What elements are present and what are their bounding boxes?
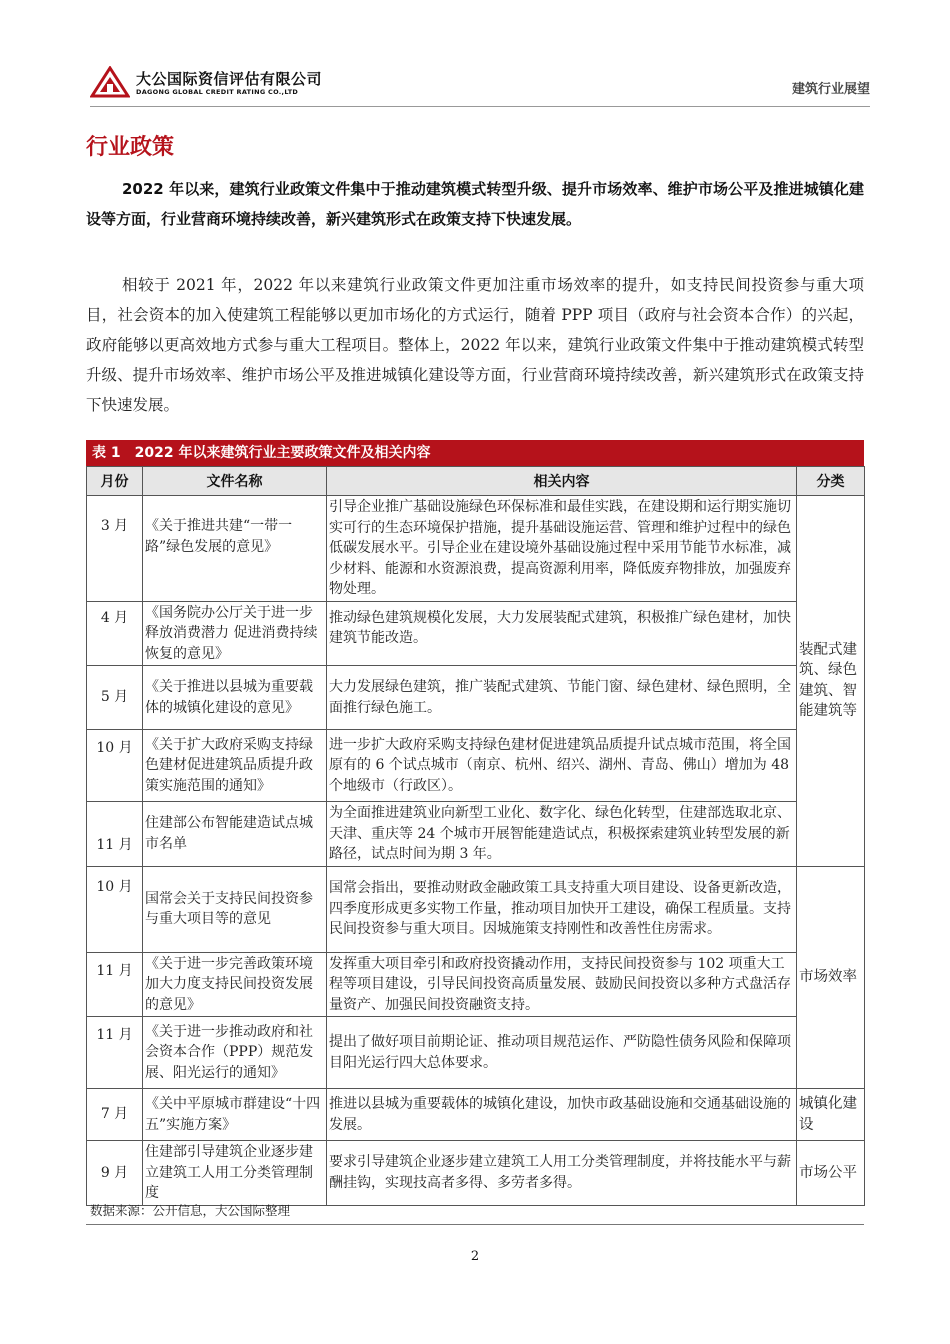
table-caption (86, 440, 864, 466)
row-month: 10 月 (87, 866, 143, 952)
row-month: 11 月 (87, 952, 143, 1017)
table-row (87, 1017, 865, 1089)
table-row (87, 1089, 865, 1141)
table-source: 数据来源：公开信息，大公国际整理 (90, 1203, 291, 1218)
row-month: 9 月 (87, 1141, 143, 1206)
row-content: 推动绿色建筑规模化发展，大力发展装配式建筑，积极推广绿色建材，加快建筑节能改造。 (327, 601, 797, 666)
row-name: 住建部公布智能建造试点城市名单 (143, 802, 327, 867)
row-month: 11 月 (87, 1017, 143, 1089)
page-header (90, 66, 870, 106)
section-tag: 建筑行业展望 (791, 82, 870, 97)
body-paragraph: 相较于 2021 年，2022 年以来建筑行业政策文件更加注重市场效率的提升，如支持民间投资参与重大项目，社会资本的加入使建筑工程能够以更加市场化的方式运行，随着 PPP 项目（政府与社会资本合作）的兴起，政府能够以更高效地方式参与重大工程项目。整体上，2022 年以来，建筑行业政策文件集中于推动建筑模式转型升级、提升市场效率、维护市场公平及推进城镇化建设等方面，行业营商环境持续改善，新兴建筑形式在政策支持下快速发展。 (86, 276, 864, 414)
row-name: 《国务院办公厅关于进一步释放消费潜力 促进消费持续恢复的意见》 (143, 601, 327, 666)
table-row (87, 952, 865, 1017)
row-name: 《关于进一步完善政策环境加大力度支持民间投资发展的意见》 (143, 952, 327, 1017)
row-content: 进一步扩大政府采购支持绿色建材促进建筑品质提升试点城市范围，将全国原有的 6 个试点城市（南京、杭州、绍兴、湖州、青岛、佛山）增加为 48 个地级市（行政区）。 (327, 730, 797, 802)
policy-table (86, 466, 865, 1206)
table-caption-text: 表 1 2022 年以来建筑行业主要政策文件及相关内容 (92, 445, 431, 461)
table-bottom-rule (86, 1224, 864, 1225)
row-name: 《关于进一步推动政府和社会资本合作（PPP）规范发展、阳光运行的通知》 (143, 1017, 327, 1089)
category-cell: 装配式建筑、绿色建筑、智能建筑等 (797, 496, 865, 867)
category-cell: 市场公平 (797, 1141, 865, 1206)
row-content: 发挥重大项目牵引和政府投资撬动作用，支持民间投资参与 102 项重大工程等项目建设，引导民间投资高质量发展、鼓励民间投资以多种方式盘活存量资产、加强民间投资融资支持。 (327, 952, 797, 1017)
header-content: 相关内容 (327, 467, 797, 496)
row-name: 《关于推进以县城为重要载体的城镇化建设的意见》 (143, 666, 327, 730)
header-divider (90, 106, 870, 107)
row-content: 为全面推进建筑业向新型工业化、数字化、绿色化转型，住建部选取北京、天津、重庆等 24 个城市开展智能建造试点，积极探索建筑业转型发展的新路径，试点时间为期 3 年。 (327, 802, 797, 867)
category-cell: 市场效率 (797, 866, 865, 1089)
row-content: 要求引导建筑企业逐步建立建筑工人用工分类管理制度，并将技能水平与薪酬挂钩，实现技高者多得、多劳者多得。 (327, 1141, 797, 1206)
header-month: 月份 (87, 467, 143, 496)
table-row (87, 601, 865, 666)
row-content: 国常会指出，要推动财政金融政策工具支持重大项目建设、设备更新改造，四季度形成更多实物工作量，推动项目加快开工建设，确保工程质量。支持民间投资参与重大项目。因城施策支持刚性和改善性住房需求。 (327, 866, 797, 952)
section-title: 行业政策 (86, 135, 175, 160)
company-logo-icon (90, 66, 130, 98)
table-row (87, 802, 865, 867)
row-name: 《关于推进共建“一带一路”绿色发展的意见》 (143, 496, 327, 602)
row-name: 国常会关于支持民间投资参与重大项目等的意见 (143, 866, 327, 952)
category-cell: 城镇化建设 (797, 1089, 865, 1141)
row-content: 提出了做好项目前期论证、推动项目规范运作、严防隐性债务风险和保障项目阳光运行四大总体要求。 (327, 1017, 797, 1089)
row-month: 7 月 (87, 1089, 143, 1141)
row-name: 《关中平原城市群建设“十四五”实施方案》 (143, 1089, 327, 1141)
row-month: 4 月 (87, 601, 143, 666)
header-category: 分类 (797, 467, 865, 496)
row-month: 3 月 (87, 496, 143, 602)
company-name-cn: 大公国际资信评估有限公司 (136, 70, 323, 88)
table-header-row (87, 467, 865, 496)
summary-paragraph: 2022 年以来，建筑行业政策文件集中于推动建筑模式转型升级、提升市场效率、维护市场公平及推进城镇化建设等方面，行业营商环境持续改善，新兴建筑形式在政策支持下快速发展。 (86, 180, 864, 228)
table-row (87, 1141, 865, 1206)
row-name: 《关于扩大政府采购支持绿色建材促进建筑品质提升政策实施范围的通知》 (143, 730, 327, 802)
row-month: 10 月 (87, 730, 143, 802)
row-month: 5 月 (87, 666, 143, 730)
row-name: 住建部引导建筑企业逐步建立建筑工人用工分类管理制度 (143, 1141, 327, 1206)
table-row (87, 866, 865, 952)
row-content: 大力发展绿色建筑，推广装配式建筑、节能门窗、绿色建材、绿色照明，全面推行绿色施工。 (327, 666, 797, 730)
table-row (87, 496, 865, 602)
table-row (87, 730, 865, 802)
page-number: 2 (470, 1249, 480, 1264)
company-name-en: DAGONG GLOBAL CREDIT RATING CO.,LTD (136, 88, 299, 96)
header-name: 文件名称 (143, 467, 327, 496)
row-month: 11 月 (87, 802, 143, 867)
table-row (87, 666, 865, 730)
row-content: 引导企业推广基础设施绿色环保标准和最佳实践，在建设期和运行期实施切实可行的生态环境保护措施，提升基础设施运营、管理和维护过程中的绿色低碳发展水平。引导企业在建设境外基础设施过程中采用节能节水标准，减少材料、能源和水资源浪费，提高资源利用率，降低废弃物排放，加强废弃物处理。 (327, 496, 797, 602)
row-content: 推进以县城为重要载体的城镇化建设，加快市政基础设施和交通基础设施的发展。 (327, 1089, 797, 1141)
